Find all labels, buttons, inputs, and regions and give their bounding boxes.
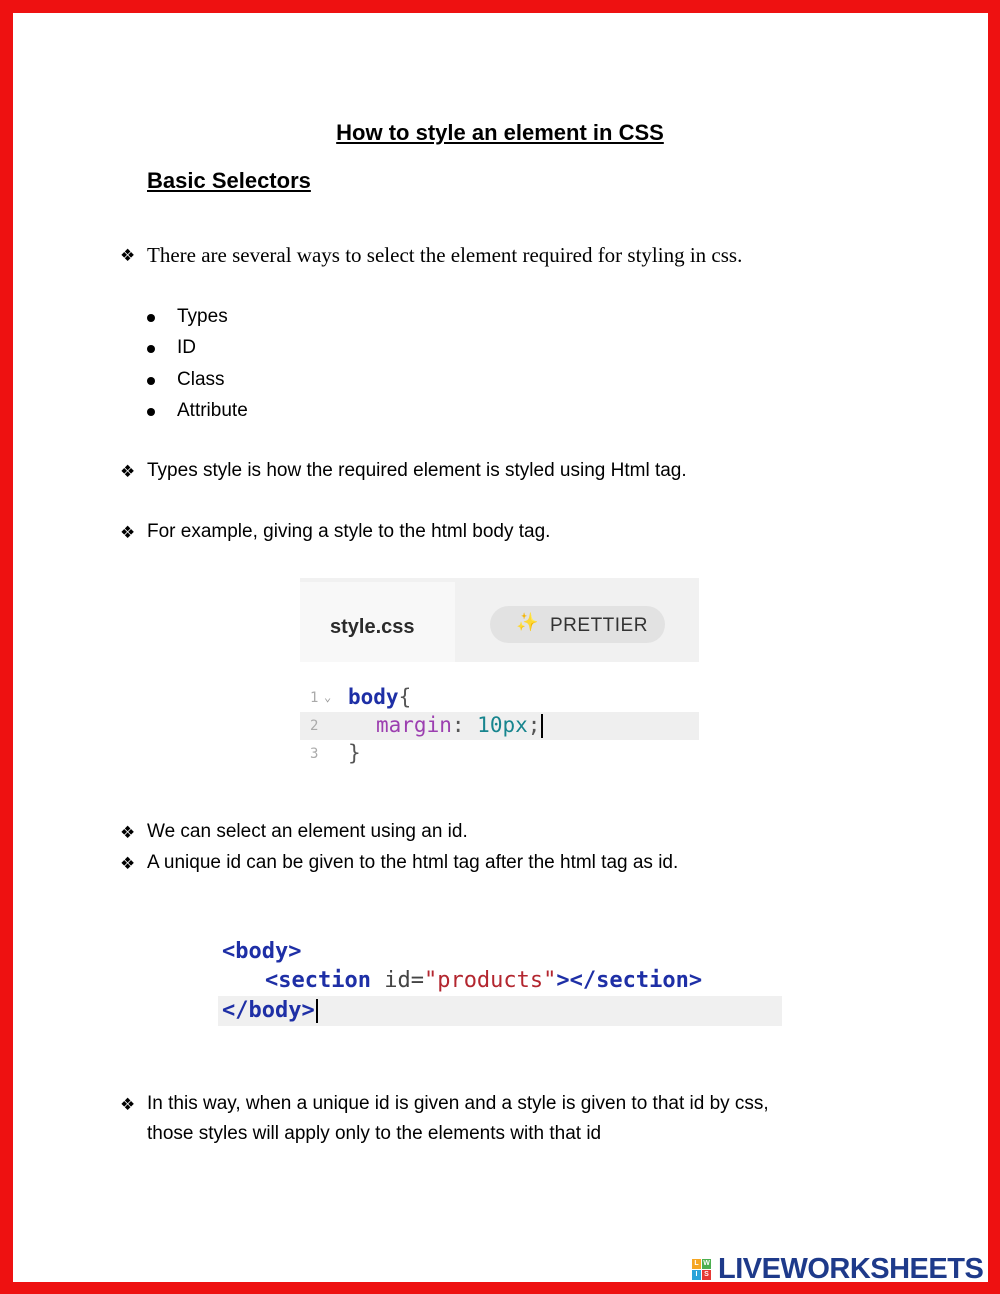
line-number: 1 xyxy=(310,690,319,706)
code-line-active xyxy=(300,712,699,740)
diamond-bullet-icon: ❖ xyxy=(120,246,136,265)
bullet-dot-icon xyxy=(147,408,155,416)
page-title: How to style an element in CSS xyxy=(336,120,664,145)
section-close-tag: ></section> xyxy=(556,968,703,993)
tab-style-css[interactable] xyxy=(300,582,455,662)
id-point-1: We can select an element using an id. xyxy=(147,821,468,842)
logo-mark-icon: L W I S xyxy=(692,1259,712,1281)
prettier-button[interactable] xyxy=(490,606,665,643)
editor-tab-bar xyxy=(300,578,699,662)
css-editor-image xyxy=(300,578,699,770)
prettier-label: PRETTIER xyxy=(550,615,648,636)
diamond-bullet-icon: ❖ xyxy=(120,854,136,873)
semicolon: ; xyxy=(527,713,541,737)
css-selector: body xyxy=(348,685,399,709)
body-close-tag: </body> xyxy=(222,998,315,1023)
id-attribute: id= xyxy=(370,968,424,993)
code-line xyxy=(300,740,699,768)
id-point-2: A unique id can be given to the html tag after the html tag as id. xyxy=(147,852,679,873)
id-value: "products" xyxy=(423,968,557,993)
html-code-image xyxy=(218,936,782,1028)
line-number: 3 xyxy=(310,746,319,762)
code-line xyxy=(218,937,782,967)
bullet-dot-icon xyxy=(147,314,155,322)
close-brace: } xyxy=(348,741,361,765)
text-caret xyxy=(316,999,318,1023)
list-item: Attribute xyxy=(177,400,248,421)
tab-label: style.css xyxy=(330,616,415,638)
code-line-active xyxy=(218,996,782,1026)
fold-chevron-icon[interactable]: ⌄ xyxy=(324,690,332,704)
intro-text: There are several ways to select the element required for styling in css. xyxy=(147,243,743,267)
code-line xyxy=(218,966,782,996)
list-item: Class xyxy=(177,369,225,390)
section-open-tag: <section xyxy=(265,968,371,993)
body-open-tag: <body> xyxy=(222,939,302,964)
diamond-bullet-icon: ❖ xyxy=(120,523,136,542)
css-value: 10px xyxy=(477,713,528,737)
bullet-dot-icon xyxy=(147,345,155,353)
diamond-bullet-icon: ❖ xyxy=(120,823,136,842)
example-intro: For example, giving a style to the html body tag. xyxy=(147,521,551,542)
list-item: ID xyxy=(177,337,196,358)
bullet-dot-icon xyxy=(147,377,155,385)
types-description: Types style is how the required element is styled using Html tag. xyxy=(147,460,687,481)
diamond-bullet-icon: ❖ xyxy=(120,462,136,481)
list-item: Types xyxy=(177,306,228,327)
open-brace: { xyxy=(398,685,412,709)
logo-text: LIVEWORKSHEETS xyxy=(718,1253,984,1285)
colon: : xyxy=(451,713,465,737)
section-heading: Basic Selectors xyxy=(147,168,311,193)
sparkle-icon: ✨ xyxy=(516,612,539,632)
text-caret xyxy=(541,714,543,738)
conclusion-line-2: those styles will apply only to the elements with that id xyxy=(147,1123,602,1144)
code-line xyxy=(300,684,699,712)
diamond-bullet-icon: ❖ xyxy=(120,1095,136,1114)
line-number: 2 xyxy=(310,718,319,734)
css-property: margin xyxy=(376,713,452,737)
conclusion-line-1: In this way, when a unique id is given and a style is given to that id by css, xyxy=(147,1093,769,1114)
